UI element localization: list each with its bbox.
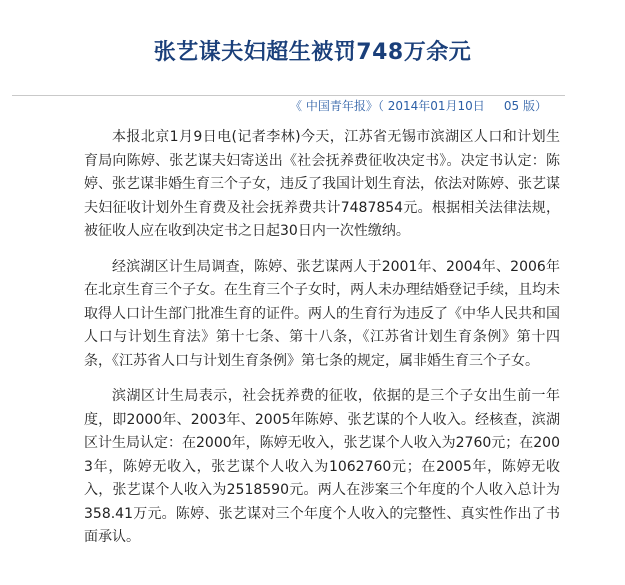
article-paragraph: 本报北京1月9日电(记者李林)今天，江苏省无锡市滨湖区人口和计划生育局向陈婷、张艺谋夫妇寄送出《社会抚养费征收决定书》。决定书认定：陈婷、张艺谋非婚生育三个子女，违反了我国计划生育法，依法对陈婷、张艺谋夫妇征收计划外生育费及社会抚养费共计7487854元。根据相关法律法规，被征收人应在收到决定书之日起30日内一次性缴纳。 (84, 129, 560, 239)
article-paragraph: 滨湖区计生局表示，社会抚养费的征收，依据的是三个子女出生前一年度，即2000年、2003年、2005年陈婷、张艺谋的个人收入。经核查，滨湖区计生局认定：在2000年，陈婷无收入，张艺谋个人收入为2760元；在2003年，陈婷无收入，张艺谋个人收入为1062760元；在2005年，陈婷无收入，张艺谋个人收入为2518590元。两人在涉案三个年度的个人收入总计为358.41万元。陈婷、张艺谋对三个年度个人收入的完整性、真实性作出了书面承认。 (84, 388, 560, 545)
source-open-bracket: 《 (290, 99, 303, 113)
source-page: 05 版） (503, 99, 547, 113)
source-newspaper-link[interactable]: 中国青年报 (305, 99, 366, 113)
article-body (84, 126, 560, 562)
source-close-bracket: 》 (365, 99, 378, 113)
source-date: （ 2014年01月10日 (377, 99, 485, 113)
article-title: 张艺谋夫妇超生被罚748万余元 (153, 40, 472, 65)
title-divider (12, 95, 565, 96)
article-source (290, 97, 565, 115)
article-paragraph: 经滨湖区计生局调查，陈婷、张艺谋两人于2001年、2004年、2006年在北京生育三个子女。在生育三个子女时，两人未办理结婚登记手续，且均未取得人口计生部门批准生育的证件。两人的生育行为违反了《中华人民共和国人口与计划生育法》第十七条、第十八条，《江苏省计划生育条例》第十四条，《江苏省人口与计划生育条例》第七条的规定，属非婚生育三个子女。 (84, 258, 560, 369)
